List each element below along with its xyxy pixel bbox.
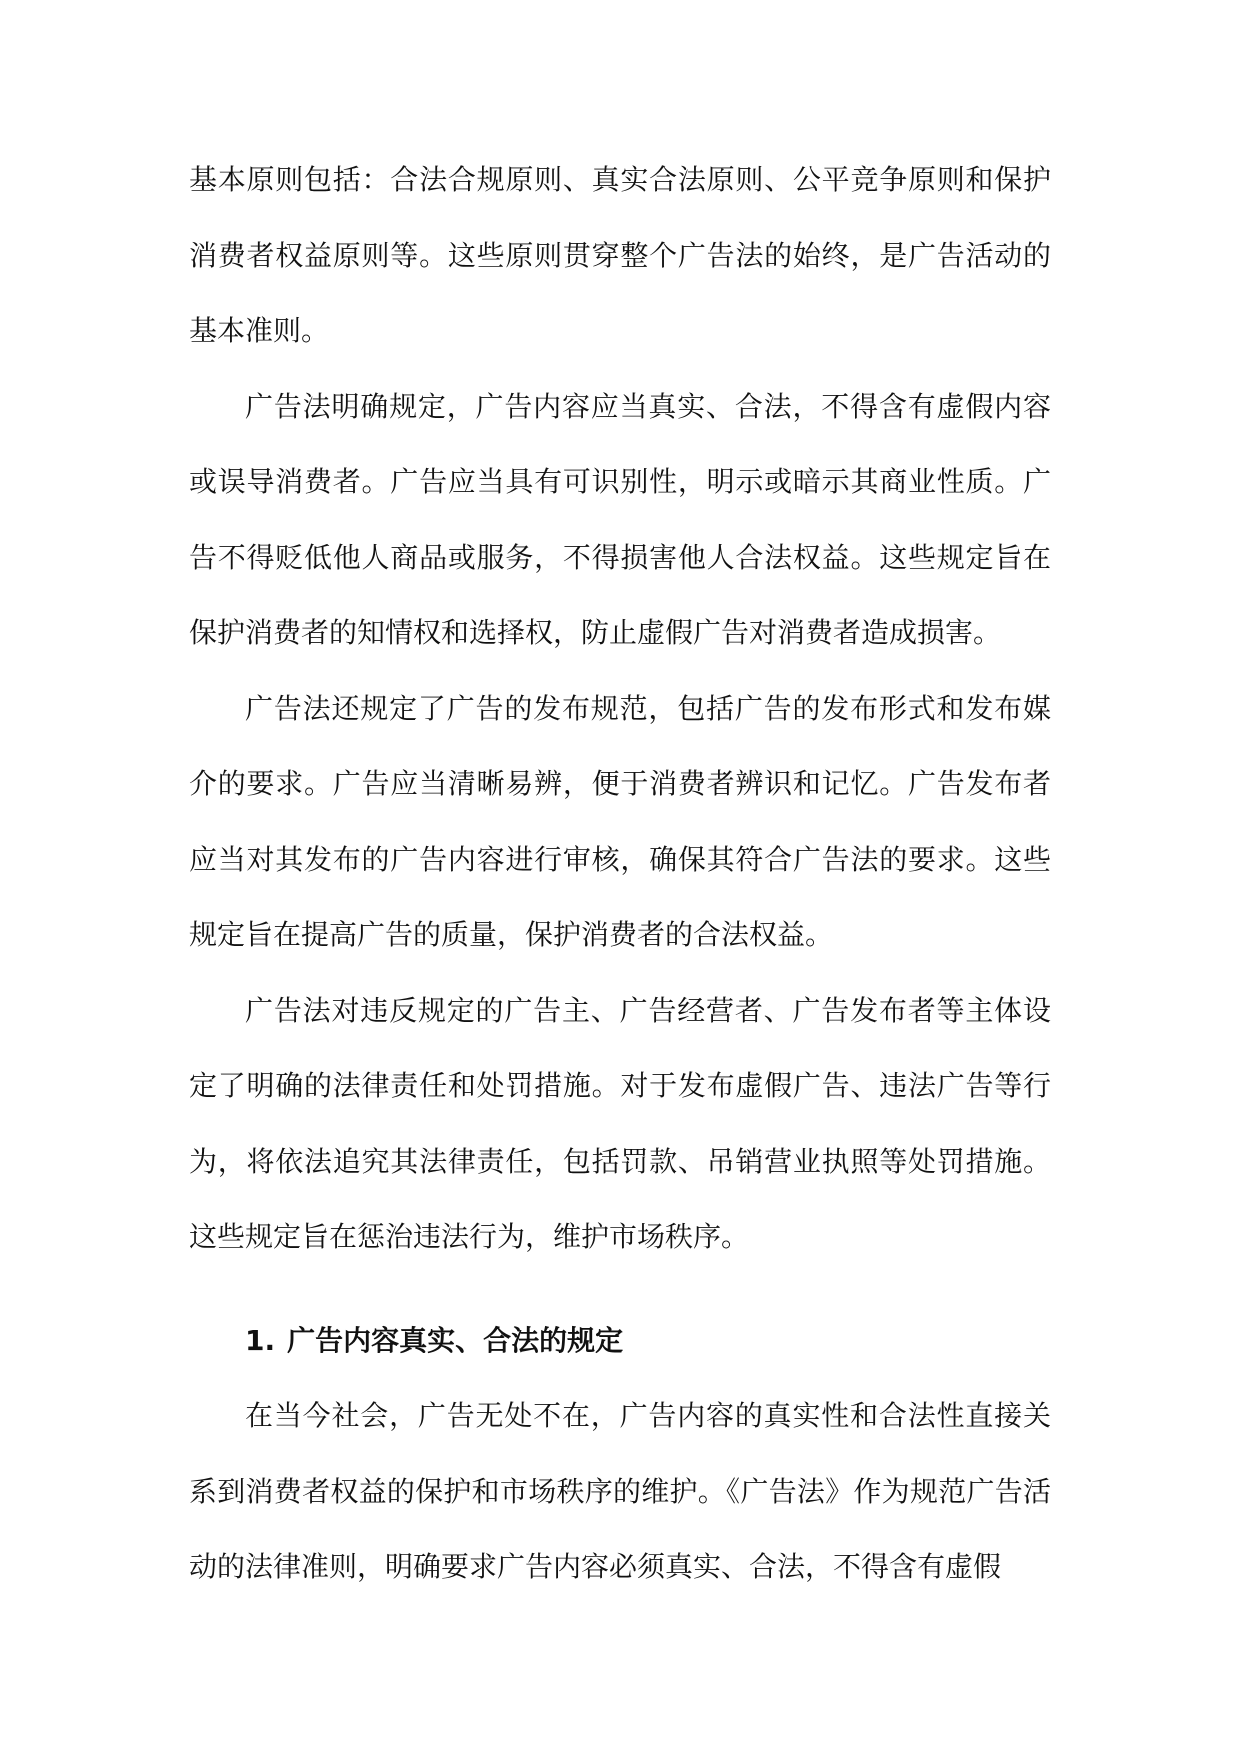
section-number: 1. — [245, 1323, 276, 1357]
paragraph-truthful-content: 广告法明确规定，广告内容应当真实、合法，不得含有虚假内容或误导消费者。广告应当具有可识别性，明示或暗示其商业性质。广告不得贬低他人商品或服务，不得损害他人合法权益。这些规定旨在保护消费者的知情权和选择权，防止虚假广告对消费者造成损害。 — [189, 389, 1051, 649]
document-body — [189, 142, 1051, 1605]
paragraph-publishing-norms: 广告法还规定了广告的发布规范，包括广告的发布形式和发布媒介的要求。广告应当清晰易辨，便于消费者辨识和记忆。广告发布者应当对其发布的广告内容进行审核，确保其符合广告法的要求。这些规定旨在提高广告的质量，保护消费者的合法权益。 — [189, 691, 1051, 951]
paragraph-principles: 基本原则包括：合法合规原则、真实合法原则、公平竞争原则和保护消费者权益原则等。这些原则贯穿整个广告法的始终，是广告活动的基本准则。 — [189, 163, 1051, 347]
paragraph-legal-liability: 广告法对违反规定的广告主、广告经营者、广告发布者等主体设定了明确的法律责任和处罚措施。对于发布虚假广告、违法广告等行为，将依法追究其法律责任，包括罚款、吊销营业执照等处罚措施。这些规定旨在惩治违法行为，维护市场秩序。 — [189, 993, 1051, 1253]
paragraph-section-intro: 在当今社会，广告无处不在，广告内容的真实性和合法性直接关系到消费者权益的保护和市场秩序的维护。《广告法》作为规范广告活动的法律准则，明确要求广告内容必须真实、合法，不得含有虚假 — [189, 1399, 1051, 1583]
section-heading — [189, 1303, 1051, 1379]
section-title: 广告内容真实、合法的规定 — [287, 1323, 624, 1357]
